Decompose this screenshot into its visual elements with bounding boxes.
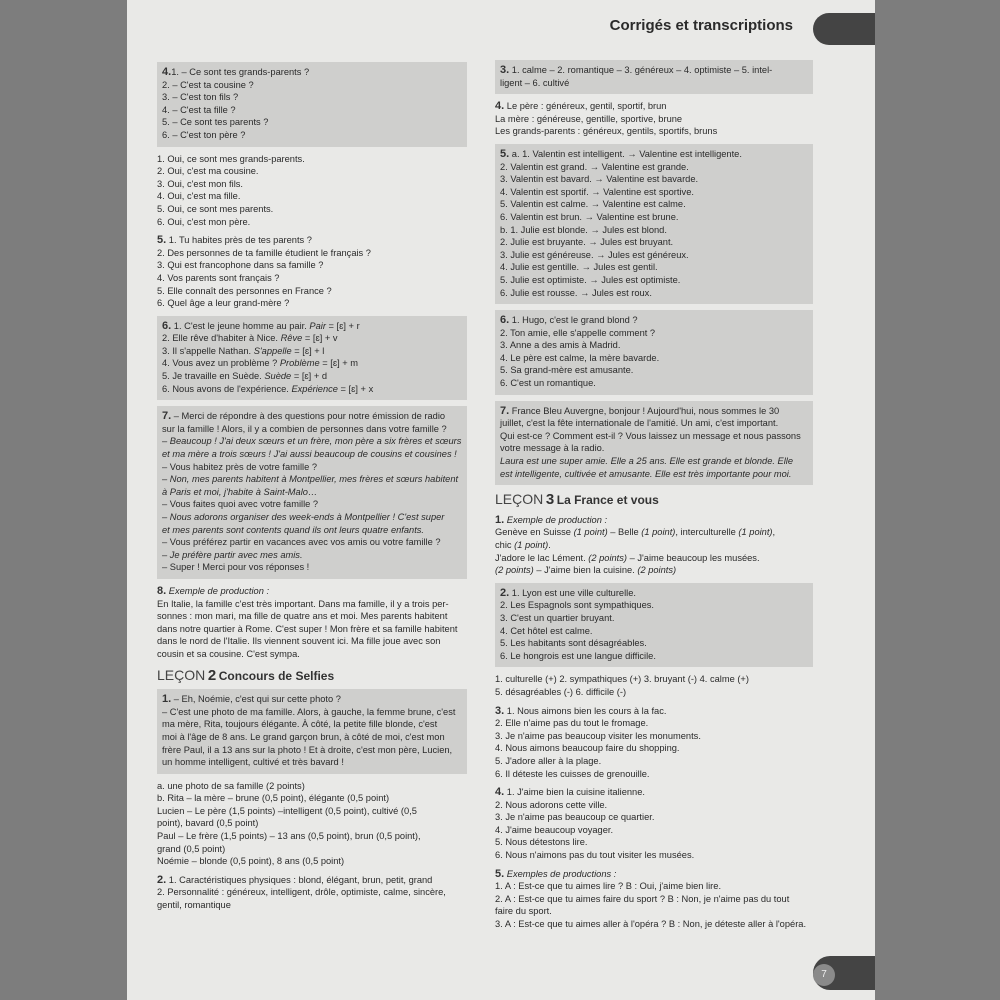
text-line: b. Rita – la mère – brune (0,5 point), élégante (0,5 point): [157, 793, 390, 804]
text-line: – Vous faites quoi avec votre famille ?: [162, 499, 319, 510]
text-line: votre message à la radio.: [500, 443, 605, 454]
exercise-5-right: [495, 144, 813, 304]
exercise-number: 1.: [162, 693, 172, 706]
text-line: un homme intelligent, cultivé et très bavard !: [162, 757, 344, 768]
text-segment: – Belle: [607, 527, 642, 538]
text-segment: , interculturelle: [675, 527, 739, 538]
exercise-number: 4.: [162, 66, 172, 78]
italic-word: Expérience: [291, 383, 338, 394]
points-note: (1 point): [738, 527, 773, 538]
lesson-3-exercise-1: [495, 514, 813, 577]
text-line: Le père : généreux, gentil, sportif, brun: [504, 101, 667, 112]
text-line: b. 1. Julie est blonde. → Jules est blond.: [500, 224, 667, 235]
text-line: – Eh, Noémie, c'est qui sur cette photo ?: [171, 694, 341, 705]
text-line: 1. calme – 2. romantique – 3. généreux – 4. optimiste – 5. intel-: [509, 65, 773, 75]
text-line: 5. Oui, ce sont mes parents.: [157, 203, 274, 214]
text-line: 2. Nous adorons cette ville.: [495, 799, 608, 810]
exercise-number: 5.: [157, 234, 167, 247]
text-line: – Nous adorons organiser des week-ends à Montpellier ! C'est super: [162, 512, 445, 522]
lesson-3-exercise-5: [495, 868, 813, 931]
phonetic: = [ɛ] + d: [291, 371, 328, 382]
text-segment: J'adore le lac Lément.: [495, 552, 589, 563]
points-note: (2 points): [588, 552, 628, 563]
text-line: 2. Oui, c'est ma cousine.: [157, 166, 259, 177]
text-line: a. 1. Valentin est intelligent. → Valentine est intelligente.: [509, 148, 742, 159]
text-segment: .: [548, 540, 551, 550]
exercise-4-questions: [157, 62, 467, 147]
text-line: Paul – Le frère (1,5 points) – 13 ans (0,5 point), brun (0,5 point),: [157, 831, 421, 842]
exercise-4-right: [495, 100, 813, 138]
text-line: 6. Le hongrois est une langue difficile.: [500, 650, 656, 661]
text-line: frère Paul, il a 13 ans sur la photo ! Et à droite, c'est mon père, Lucien,: [162, 744, 453, 755]
exercise-7-right: [495, 401, 813, 486]
italic-word: S'appelle: [253, 345, 292, 356]
lesson-3-exercise-4: [495, 786, 813, 862]
text-line: En Italie, la famille c'est très important. Dans ma famille, il y a trois per-: [157, 598, 449, 609]
text-line: 2. Valentin est grand. → Valentine est grande.: [500, 161, 689, 172]
text-line: 4. Vos parents sont français ?: [157, 272, 280, 283]
text-line: 2. Personnalité : généreux, intelligent, drôle, optimiste, calme, sincère,: [157, 887, 446, 898]
text-line: 2. Julie est bruyante. → Jules est bruyant.: [500, 237, 674, 248]
text-line: 2. Elle n'aime pas du tout le fromage.: [495, 718, 649, 729]
page-title: Corrigés et transcriptions: [609, 17, 793, 34]
points-note: (1 point): [573, 527, 608, 538]
exercise-8: [157, 585, 467, 661]
text-line: a. une photo de sa famille (2 points): [157, 780, 305, 791]
text-line: 4. Nous aimons beaucoup faire du shopping.: [495, 743, 680, 754]
text-line: – Vous préférez partir en vacances avec vos amis ou votre famille ?: [162, 537, 441, 548]
text-line: 4. J'aime beaucoup voyager.: [495, 824, 614, 835]
page-number: 7: [813, 964, 835, 986]
text-line: ma mère, Rita, toujours élégante. À côté, la petite fille blonde, c'est: [162, 719, 438, 730]
text-line: 4. Julie est gentille. → Jules est gentil.: [500, 262, 658, 273]
text-line: 6. Valentin est brun. → Valentine est brune.: [500, 211, 679, 222]
text-line: est intelligente, cultivée et amusante. Elle est très importante pour moi.: [500, 468, 792, 479]
text-line: 4. Valentin est sportif. → Valentine est sportive.: [500, 186, 694, 197]
text-line: 3. Je n'aime pas beaucoup visiter les monuments.: [495, 730, 701, 741]
lesson-2-heading: [157, 666, 467, 684]
text-line: cousin et sa cousine. C'est sympa.: [157, 648, 300, 659]
text-line: 1. J'aime bien la cuisine italienne.: [504, 787, 645, 798]
exercise-number: 5.: [495, 867, 505, 880]
text-line: 5. Valentin est calme. → Valentine est calme.: [500, 199, 686, 210]
exercise-number: 6.: [162, 319, 172, 332]
lesson-word: LEÇON: [157, 666, 206, 683]
text-line: 5. J'adore aller à la plage.: [495, 755, 602, 766]
text-line: – Beaucoup ! J'ai deux sœurs et un frère, mon père a six frères et sœurs: [162, 436, 462, 447]
text-line: 3. – C'est ton fils ?: [162, 92, 239, 103]
text-line: 4. – C'est ta fille ?: [162, 104, 236, 115]
exercise-number: 7.: [500, 404, 510, 417]
left-column: [157, 62, 467, 918]
text-line: 5. Elle connaît des personnes en France ?: [157, 285, 332, 296]
text-line: 4. Le père est calme, la mère bavarde.: [500, 352, 660, 363]
text-line: faire du sport.: [495, 906, 552, 917]
text-line: Lucien – Le père (1,5 points) –intelligent (0,5 point), cultivé (0,5: [157, 805, 417, 816]
text-line: 6. Julie est rousse. → Jules est roux.: [500, 287, 652, 298]
exercise-number: 2.: [500, 586, 510, 599]
text-line: et ma mère a trois sœurs ! J'ai aussi beaucoup de cousins et cousines !: [162, 449, 457, 460]
text-line: dans notre quartier à Rome. C'est super ! Mon frère et sa famille habitent: [157, 623, 458, 634]
text-line: 4. Oui, c'est ma fille.: [157, 191, 241, 202]
text-line: 1. C'est le jeune homme au pair.: [173, 320, 310, 331]
points-note: (1 point): [641, 527, 676, 538]
text-line: 3. Il s'appelle Nathan.: [162, 345, 254, 356]
text-line: 3. A : Est-ce que tu aimes aller à l'opéra ? B : Non, je déteste aller à l'opéra.: [495, 919, 807, 930]
points-note: (1 point): [514, 540, 549, 550]
exercise-7: [157, 406, 467, 579]
phonetic: = [ɛ] + r: [325, 320, 360, 331]
lesson-3-exercise-3: [495, 705, 813, 781]
text-line: gentil, romantique: [157, 900, 231, 911]
text-line: 5. Sa grand-mère est amusante.: [500, 365, 634, 376]
text-line: – Super ! Merci pour vos réponses !: [162, 562, 310, 573]
text-line: France Bleu Auvergne, bonjour ! Aujourd'hui, nous sommes le 30: [509, 405, 780, 416]
text-line: 3. Je n'aime pas beaucoup ce quartier.: [495, 812, 655, 823]
text-line: 5. Nous détestons lire.: [495, 837, 588, 848]
text-line: 3. Anne a des amis à Madrid.: [500, 340, 621, 351]
text-line: et mes parents sont contents quand ils ont leurs quatre enfants.: [162, 524, 425, 535]
text-line: dans le nord de l'Italie. Ils viennent souvent ici. Ma fille joue avec son: [157, 636, 441, 647]
text-line: – Non, mes parents habitent à Montpellier, mes frères et sœurs habitent: [162, 474, 459, 485]
exercise-5: [157, 234, 467, 310]
phonetic: = [ɛ] + v: [302, 333, 338, 344]
text-line: – Merci de répondre à des questions pour notre émission de radio: [171, 411, 446, 422]
text-line: sur la famille ! Alors, il y a combien de personnes dans votre famille ?: [162, 423, 447, 434]
exercise-6-right: [495, 310, 813, 395]
text-line: – Je préfère partir avec mes amis.: [162, 549, 303, 560]
text-line: 4. Cet hôtel est calme.: [500, 625, 593, 636]
exercise-number: 3.: [495, 704, 505, 717]
text-line: grand (0,5 point): [157, 843, 226, 854]
text-line: 2. Les Espagnols sont sympathiques.: [500, 600, 655, 611]
text-line: 5. désagréables (-) 6. difficile (-): [495, 686, 627, 697]
text-line: 6. – C'est ton père ?: [162, 129, 246, 140]
exercise-label: Exemples de productions :: [506, 868, 617, 879]
lesson-number: 3: [545, 491, 555, 509]
text-line: à Paris et moi, j'habite à Saint-Malo…: [162, 486, 318, 497]
text-line: Noémie – blonde (0,5 point), 8 ans (0,5 point): [157, 856, 345, 867]
exercise-label: Exemple de production :: [506, 514, 608, 525]
lesson-3-exercise-2-answers: [495, 673, 813, 698]
text-segment: chic: [495, 540, 515, 550]
lesson-2-exercise-1: [157, 689, 467, 774]
text-line: 3. Valentin est bavard. → Valentine est bavarde.: [500, 174, 699, 185]
italic-word: Rêve: [280, 333, 303, 344]
text-line: 2. Des personnes de ta famille étudient le français ?: [157, 247, 371, 258]
text-line: 3. Julie est généreuse. → Jules est généreux.: [500, 249, 689, 260]
italic-word: Problème: [279, 358, 320, 369]
points-note: (2 points): [495, 565, 534, 576]
right-column: [495, 60, 813, 937]
text-line: 6. Il déteste les cuisses de grenouille.: [495, 768, 650, 779]
text-line: 1. – Ce sont tes grands-parents ?: [171, 67, 310, 77]
text-line: Qui est-ce ? Comment est-il ? Vous laissez un message et nous passons: [500, 430, 801, 441]
italic-word: Pair: [309, 320, 326, 331]
text-line: 1. culturelle (+) 2. sympathiques (+) 3. bruyant (-) 4. calme (+): [495, 674, 749, 685]
exercise-number: 3.: [500, 64, 510, 76]
text-line: Laura est une super amie. Elle a 25 ans. Elle est grande et blonde. Elle: [500, 456, 794, 467]
phonetic: = [ɛ] + l: [291, 345, 325, 356]
text-segment: – J'aime beaucoup les musées.: [627, 552, 760, 563]
text-line: 1. Tu habites près de tes parents ?: [168, 235, 312, 246]
exercise-number: 4.: [495, 786, 505, 799]
text-line: 2. Elle rêve d'habiter à Nice.: [162, 333, 281, 344]
lesson-2-exercise-2: [157, 874, 467, 912]
text-line: La mère : généreuse, gentille, sportive, brune: [495, 113, 683, 124]
text-segment: ,: [772, 527, 776, 538]
exercise-3-right: [495, 60, 813, 94]
exercise-number: 2.: [157, 873, 167, 886]
text-line: 2. A : Est-ce que tu aimes faire du sport ? B : Non, je n'aime pas du tout: [495, 893, 790, 904]
text-line: 1. Caractéristiques physiques : blond, élégant, brun, petit, grand: [168, 874, 433, 885]
text-line: 6. Quel âge a leur grand-mère ?: [157, 298, 290, 309]
text-line: 3. Oui, c'est mon fils.: [157, 178, 243, 189]
header-tab-decoration: [813, 13, 875, 45]
lesson-word: LEÇON: [495, 491, 544, 508]
lesson-2-exercise-1-answers: [157, 780, 467, 868]
text-line: Les grands-parents : généreux, gentils, sportifs, bruns: [495, 126, 718, 137]
exercise-number: 4.: [495, 100, 505, 113]
points-note: (2 points): [637, 565, 677, 576]
phonetic: = [ɛ] + x: [337, 383, 374, 394]
text-line: 5. Je travaille en Suède.: [162, 371, 265, 382]
exercise-4-answers: [157, 153, 467, 229]
text-line: 4. Vous avez un problème ?: [162, 358, 280, 369]
text-line: – C'est une photo de ma famille. Alors, à gauche, la femme brune, c'est: [162, 706, 456, 717]
lesson-3-heading: [495, 493, 813, 508]
exercise-number: 7.: [162, 410, 172, 423]
text-segment: Genève en Suisse: [495, 527, 574, 538]
text-line: sonnes : mon mari, ma fille de quatre ans et moi. Mes parents habitent: [157, 611, 448, 622]
text-line: 1. Nous aimons bien les cours à la fac.: [504, 705, 667, 716]
text-line: 6. Oui, c'est mon père.: [157, 216, 251, 227]
text-line: – Vous habitez près de votre famille ?: [162, 461, 318, 472]
text-segment: – J'aime bien la cuisine.: [533, 565, 638, 576]
exercise-number: 1.: [495, 513, 505, 526]
exercise-number: 8.: [157, 584, 167, 597]
exercise-label: Exemple de production :: [168, 585, 270, 596]
text-line: 5. Julie est optimiste. → Jules est optimiste.: [500, 274, 681, 285]
phonetic: = [ɛ] + m: [319, 358, 359, 369]
text-line: 6. Nous n'aimons pas du tout visiter les musées.: [495, 850, 695, 861]
lesson-title: Concours de Selfies: [218, 668, 335, 683]
text-line: point), bavard (0,5 point): [157, 818, 259, 829]
exercise-number: 6.: [500, 314, 510, 327]
text-line: 5. Les habitants sont désagréables.: [500, 638, 647, 649]
lesson-number: 2: [207, 666, 217, 684]
exercise-number: 5.: [500, 147, 510, 160]
textbook-page: [127, 0, 875, 1000]
text-line: 6. C'est un romantique.: [500, 378, 596, 389]
lesson-3-exercise-2: [495, 583, 813, 668]
text-line: 1. Hugo, c'est le grand blond ?: [509, 315, 638, 326]
italic-word: Suède: [264, 371, 292, 382]
text-line: 1. A : Est-ce que tu aimes lire ? B : Oui, j'aime bien lire.: [495, 881, 722, 892]
text-line: 6. Nous avons de l'expérience.: [162, 383, 292, 394]
text-line: 2. – C'est ta cousine ?: [162, 79, 254, 90]
text-line: 3. C'est un quartier bruyant.: [500, 612, 615, 623]
text-line: 3. Qui est francophone dans sa famille ?: [157, 260, 324, 271]
text-line: juillet, c'est la fête internationale de l'amitié. Un ami, c'est important.: [500, 418, 779, 429]
text-line: 5. – Ce sont tes parents ?: [162, 117, 269, 128]
text-line: moi à l'âge de 8 ans. Le grand garçon brun, à côté de moi, c'est mon: [162, 731, 445, 742]
text-line: 1. Oui, ce sont mes grands-parents.: [157, 153, 305, 164]
text-line: 1. Lyon est une ville culturelle.: [509, 587, 636, 598]
lesson-title: La France et vous: [556, 493, 659, 508]
text-line: 2. Ton amie, elle s'appelle comment ?: [500, 327, 656, 338]
exercise-6: [157, 316, 467, 401]
text-line: ligent – 6. cultivé: [500, 77, 570, 88]
